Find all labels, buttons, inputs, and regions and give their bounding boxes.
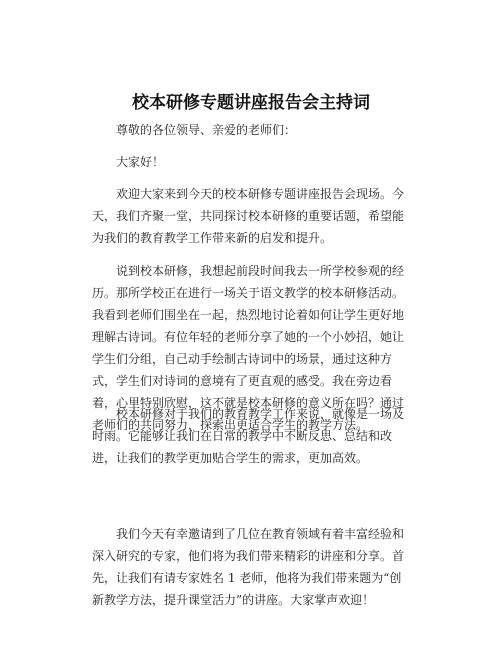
significance-paragraph: 校本研修对于我们的教育教学工作来说，就像是一场及时雨。它能够让我们在日常的教学中不断反思、总结和改进，让我们的教学更加贴合学生的需求，更加高效。 [92,407,405,465]
welcome-paragraph: 欢迎大家来到今天的校本研修专题讲座报告会现场。今天，我们齐聚一堂，共同探讨校本研修的重要话题，希望能为我们的教育教学工作带来新的启发和提升。 [92,187,405,245]
salutation-paragraph: 尊敬的各位领导、亲爱的老师们： [116,123,297,137]
speaker-intro-paragraph: 我们今天有幸邀请到了几位在教育领域有着丰富经验和深入研究的专家，他们将为我们带来精彩的讲座和分享。首先，让我们有请专家姓名 1 老师，他将为我们带来题为“创新教学方法，提升课堂活力”的讲座。大家掌声欢迎！ [92,527,405,607]
greeting-paragraph: 大家好！ [116,155,165,169]
visit-story-paragraph: 说到校本研修，我想起前段时间我去一所学校参观的经历。那所学校正在进行一场关于语文教学的校本研修活动。我看到老师们围坐在一起，热烈地讨论着如何让学生更好地理解古诗词。有位年轻的老师分享了她的一个小妙招，她让学生们分组，自己动手绘制古诗词中的场景，通过这种方式，学生们对诗词的意境有了更直观的感受。我在旁边看着，心里特别欣慰，这不就是校本研修的意义所在吗？通过老师们的共同努力，探索出更适合学生的教学方法。 [92,264,405,432]
document-title: 校本研修专题讲座报告会主持词 [132,93,370,113]
